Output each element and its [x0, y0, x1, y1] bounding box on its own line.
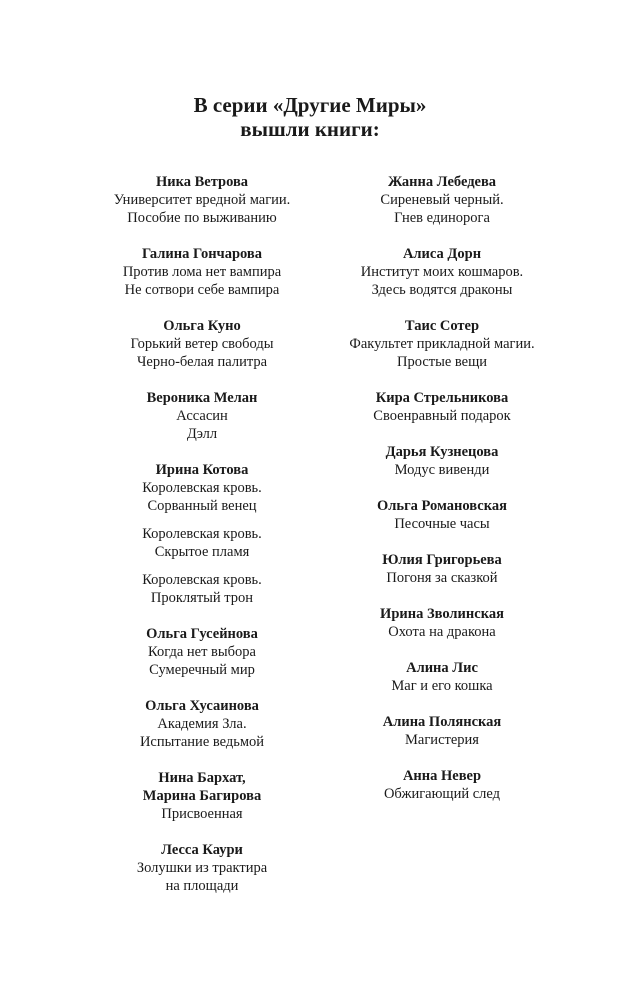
- book-entry: [322, 317, 562, 371]
- book-title-line: Пособие по выживанию: [127, 210, 277, 226]
- book-title-line: Сиреневый черный.: [380, 192, 504, 208]
- book-title-line: на площади: [165, 878, 239, 894]
- page-heading: [0, 93, 620, 141]
- book-entry: [322, 767, 562, 803]
- book-title: [322, 335, 562, 371]
- author-name: Анна Невер: [402, 768, 482, 784]
- book-title-line: Магистерия: [405, 732, 479, 748]
- book-title-line: Обжигающий след: [383, 786, 501, 802]
- book-entry: [82, 769, 322, 823]
- book-title-line: Ассасин: [176, 408, 228, 424]
- book-entry: [82, 697, 322, 751]
- book-title: [322, 461, 562, 479]
- author-name: Ника Ветрова: [155, 174, 249, 190]
- book-entry: [82, 625, 322, 679]
- book-title: [82, 407, 322, 443]
- author-name: Ирина Зволинская: [380, 606, 504, 622]
- author-name: Нина Бархат,: [158, 770, 246, 786]
- author-name: Галина Гончарова: [141, 246, 263, 262]
- book-entry: [322, 245, 562, 299]
- author-name: Алина Лис: [406, 660, 478, 676]
- book-title: [322, 731, 562, 749]
- author-name: Юлия Григорьева: [382, 552, 502, 568]
- book-title: [322, 407, 562, 425]
- book-title-line: Скрытое пламя: [154, 544, 250, 560]
- author-name: Вероника Мелан: [146, 390, 258, 406]
- book-entry: [322, 389, 562, 425]
- book-title: [82, 859, 322, 895]
- book-entry: [82, 245, 322, 299]
- book-title-line: Погоня за сказкой: [386, 570, 498, 586]
- book-title-line: Сорванный венец: [147, 498, 257, 514]
- author-name: Марина Багирова: [142, 788, 262, 804]
- book-title-line: Проклятый трон: [150, 590, 254, 606]
- heading-line-1: В серии «Другие Миры»: [193, 93, 427, 117]
- book-title-line: Сумеречный мир: [149, 662, 255, 678]
- book-title: [82, 643, 322, 679]
- book-title-line: Испытание ведьмой: [139, 734, 265, 750]
- book-title-line: Модус вивенди: [394, 462, 490, 478]
- book-title: [82, 571, 322, 607]
- book-title-line: Дэлл: [186, 426, 218, 442]
- book-title-line: Гнев единорога: [394, 210, 490, 226]
- book-title: [82, 191, 322, 227]
- book-title: [82, 805, 322, 823]
- book-entry: [322, 659, 562, 695]
- author-name: Ольга Гусейнова: [146, 626, 258, 642]
- book-title-line: Против лома нет вампира: [122, 264, 282, 280]
- author-name: Жанна Лебедева: [387, 174, 497, 190]
- book-title-line: Здесь водятся драконы: [371, 282, 513, 298]
- book-title-line: Академия Зла.: [157, 716, 247, 732]
- author-name: Кира Стрельникова: [375, 390, 509, 406]
- book-title: [322, 569, 562, 587]
- book-entry: [322, 443, 562, 479]
- book-title-line: Не сотвори себе вампира: [124, 282, 280, 298]
- book-entry: [82, 461, 322, 607]
- book-title-line: Факультет прикладной магии.: [349, 336, 535, 352]
- author-name: Лесса Каури: [161, 842, 243, 858]
- author-name: Ольга Романовская: [377, 498, 507, 514]
- book-entry: [82, 173, 322, 227]
- right-column: [322, 173, 562, 821]
- author-name: Алина Полянская: [382, 714, 502, 730]
- book-title: [322, 677, 562, 695]
- book-title: [322, 515, 562, 533]
- book-title: [82, 263, 322, 299]
- book-title-line: Университет вредной магии.: [113, 192, 291, 208]
- book-entry: [322, 605, 562, 641]
- book-title: [322, 191, 562, 227]
- author-name: Дарья Кузнецова: [385, 444, 499, 460]
- book-entry: [82, 389, 322, 443]
- book-entry: [322, 551, 562, 587]
- book-title-line: Золушки из трактира: [136, 860, 268, 876]
- author-name: Ольга Хусаинова: [145, 698, 259, 714]
- book-title-line: Черно-белая палитра: [136, 354, 268, 370]
- book-title: [82, 335, 322, 371]
- book-title-line: Маг и его кошка: [391, 678, 493, 694]
- book-title-line: Охота на дракона: [388, 624, 496, 640]
- author-name: Алиса Дорн: [402, 246, 482, 262]
- book-entry: [82, 841, 322, 895]
- book-title-line: Королевская кровь.: [142, 572, 262, 588]
- author-name: Ирина Котова: [155, 462, 249, 478]
- book-title: [322, 785, 562, 803]
- author-name: Ольга Куно: [163, 318, 241, 334]
- book-title: [322, 623, 562, 641]
- book-title-line: Своенравный подарок: [373, 408, 511, 424]
- book-title-line: Простые вещи: [396, 354, 488, 370]
- book-title: [82, 479, 322, 515]
- heading-line-2: вышли книги:: [240, 117, 380, 141]
- book-title-line: Присвоенная: [161, 806, 243, 822]
- book-entry: [322, 173, 562, 227]
- book-entry: [322, 713, 562, 749]
- book-title-line: Песочные часы: [394, 516, 490, 532]
- book-title: [82, 525, 322, 561]
- book-entry: [82, 317, 322, 371]
- book-title-line: Горький ветер свободы: [130, 336, 274, 352]
- book-title-line: Королевская кровь.: [142, 480, 262, 496]
- author-name: Таис Сотер: [404, 318, 480, 334]
- book-title-line: Когда нет выбора: [148, 644, 256, 660]
- book-title: [322, 263, 562, 299]
- book-title-line: Институт моих кошмаров.: [360, 264, 524, 280]
- book-entry: [322, 497, 562, 533]
- left-column: [82, 173, 322, 913]
- book-title: [82, 715, 322, 751]
- book-title-line: Королевская кровь.: [142, 526, 262, 542]
